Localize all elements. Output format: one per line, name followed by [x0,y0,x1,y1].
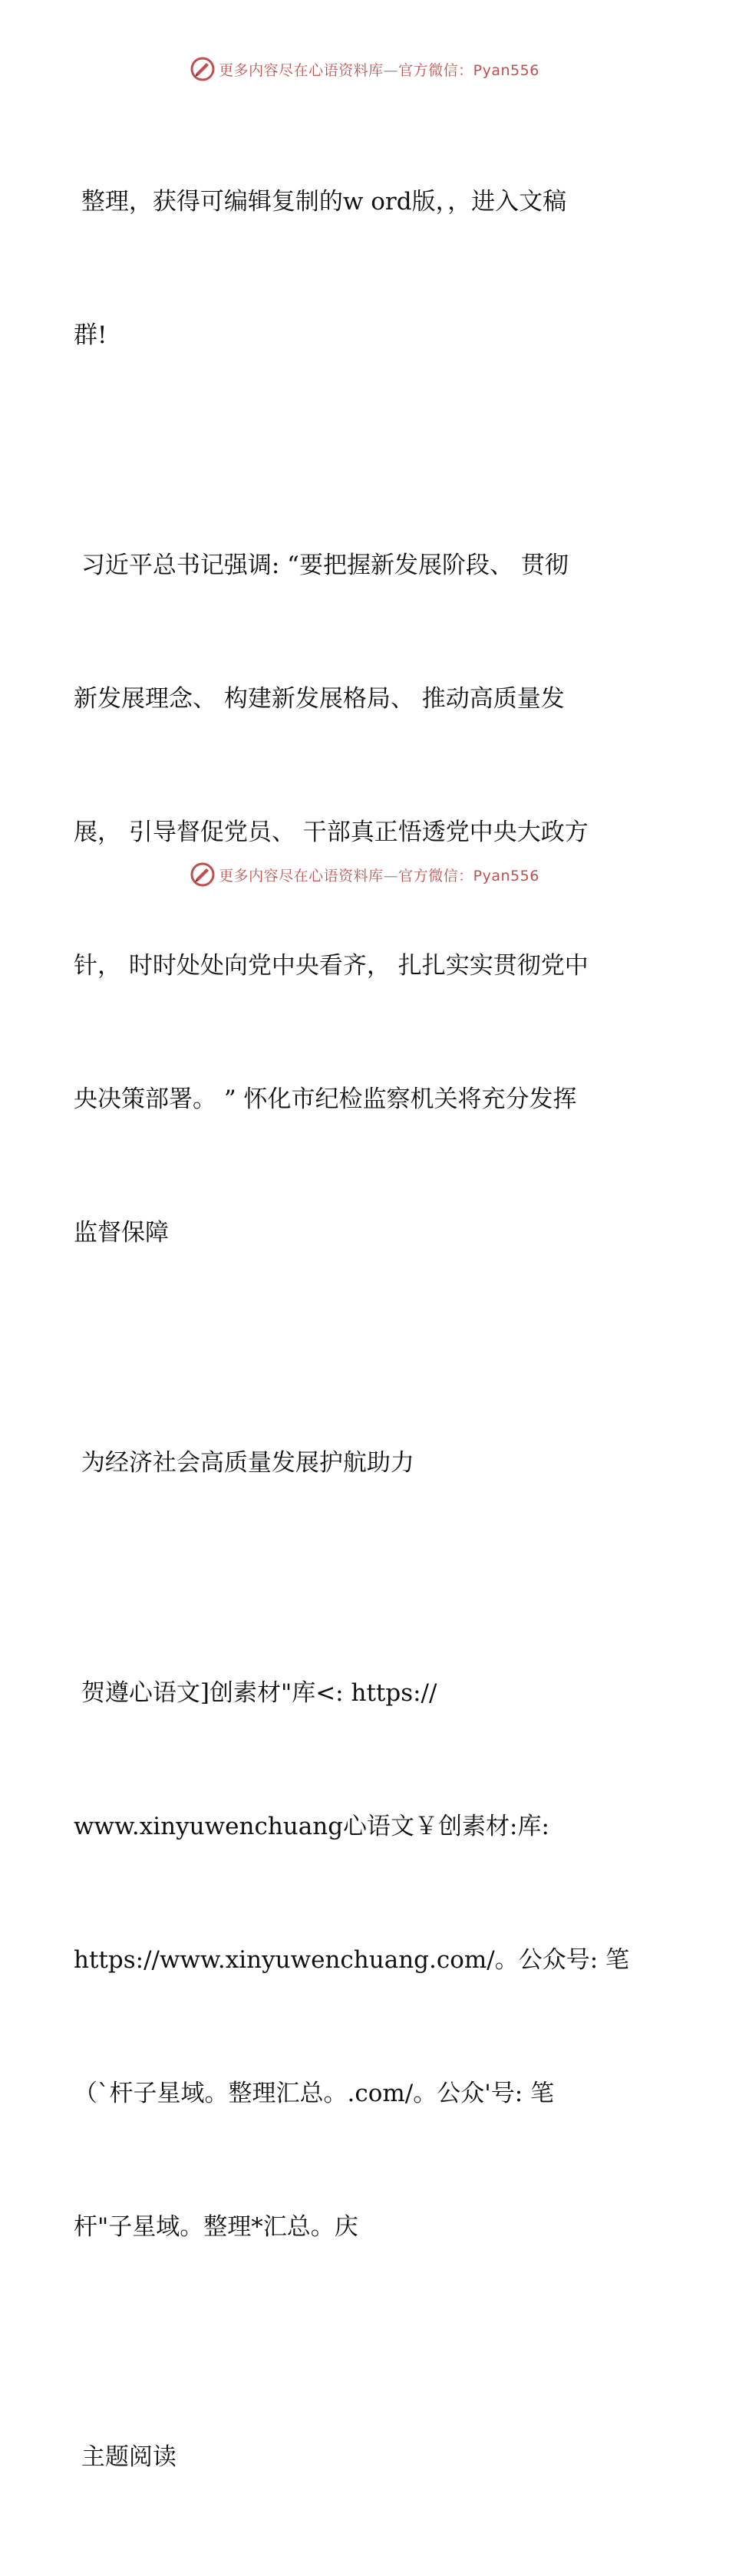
brand-logo-icon [190,861,216,888]
text-line: 习近平总书记强调: “要把握新发展阶段、 贯彻 [74,552,569,579]
document-body [74,91,665,2576]
text-line: 央决策部署。 ” 怀化市纪检监察机关将充分发挥 [74,1085,577,1113]
brand-logo-icon [190,56,216,82]
paragraph [74,91,665,446]
text-line: 针， 时时处处向党中央看齐， 扎扎实实贯彻党中 [74,952,589,980]
footer-banner [0,859,729,890]
text-line: 监督保障 [74,1219,169,1247]
text-line: 为经济社会高质量发展护航助力 [74,1449,414,1477]
text-line: 整理，获得可编辑复制的w ord版，，进入文稿 [74,188,567,216]
header-banner [0,54,729,84]
banner-title: 更多内容尽在心语资料库 [219,867,384,884]
paragraph [74,2346,665,2568]
banner-separator: — [383,61,399,79]
text-line: 杆"子星域。整理*汇总。庆 [74,2213,358,2241]
banner-title: 更多内容尽在心语资料库 [219,61,384,79]
text-line: 展， 引导督促党员、 干部真正悟透党中央大政方 [74,819,589,846]
banner-separator: — [383,867,399,884]
paragraph [74,1352,665,1574]
banner-text [219,59,539,80]
text-line: www.xinyuwenchuang心语文￥创素材:库: [74,1813,549,1840]
text-line: https://www.xinyuwenchuang.com/。公众号: 笔 [74,1946,630,1974]
text-line: 主题阅读 [74,2443,176,2471]
paragraph [74,454,665,1344]
text-line: 贺遵心语文]创素材"库<: https:// [74,1679,437,1707]
text-line: （`杆子星域。整理汇总。.com/。公众'号: 笔 [74,2080,555,2107]
banner-text [219,865,539,885]
text-line: 新发展理念、 构建新发展格局、 推动高质量发 [74,685,565,713]
banner-wechat: 官方微信：Pyan556 [398,61,539,79]
text-line: 群! [74,321,107,349]
paragraph [74,1582,665,2338]
banner-wechat: 官方微信：Pyan556 [398,867,539,884]
